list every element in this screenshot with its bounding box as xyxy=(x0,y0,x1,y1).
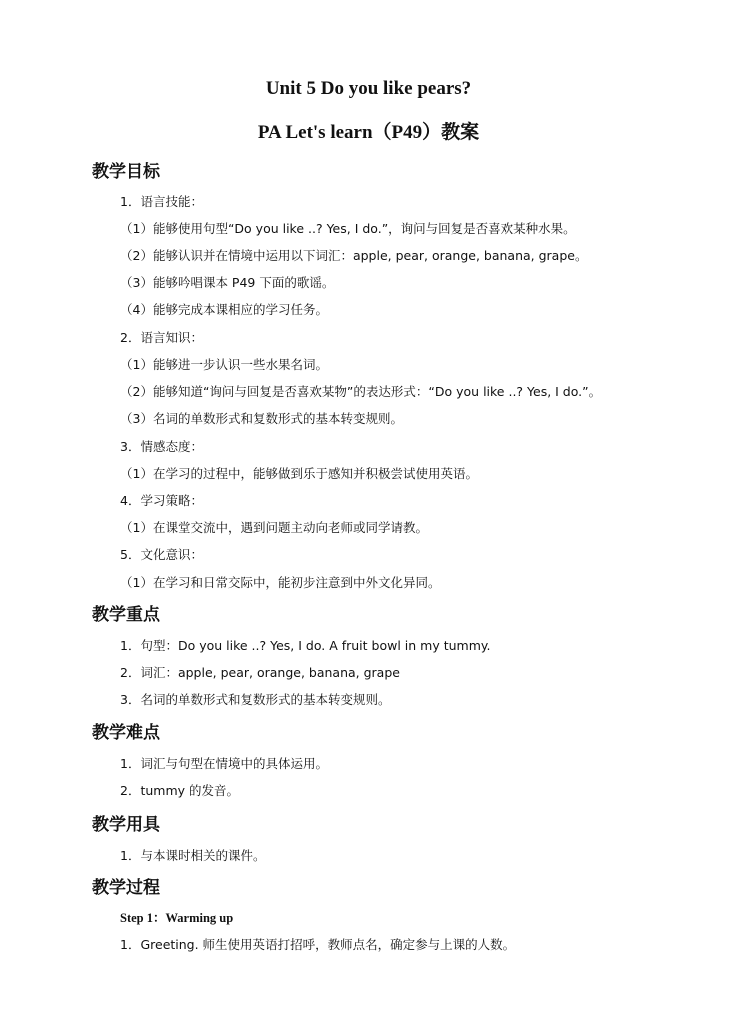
text-line: （1）能够使用句型“Do you like ..? Yes, I do.”，询问与回复是否喜欢某种水果。 xyxy=(120,221,576,236)
text-line: 3．名词的单数形式和复数形式的基本转变规则。 xyxy=(120,692,391,707)
text-line: （1）在课堂交流中，遇到问题主动向老师或同学请教。 xyxy=(120,520,428,535)
step-heading: Step 1：Warming up xyxy=(120,911,234,925)
section-heading-key-points: 教学重点 xyxy=(92,605,160,625)
text-line: 1．句型：Do you like ..? Yes, I do. A fruit bowl in my tummy. xyxy=(120,638,491,653)
text-line: （1）在学习的过程中，能够做到乐于感知并积极尝试使用英语。 xyxy=(120,466,478,481)
text-line: 5．文化意识： xyxy=(120,547,203,562)
text-line: 3．情感态度： xyxy=(120,439,203,454)
text-line: （3）能够吟唱课本 P49 下面的歌谣。 xyxy=(120,275,335,290)
text-line: 1．Greeting. 师生使用英语打招呼，教师点名，确定参与上课的人数。 xyxy=(120,937,516,952)
text-line: 1．词汇与句型在情境中的具体运用。 xyxy=(120,756,328,771)
text-line: （4）能够完成本课相应的学习任务。 xyxy=(120,302,328,317)
text-line: （3）名词的单数形式和复数形式的基本转变规则。 xyxy=(120,411,403,426)
section-heading-tools: 教学用具 xyxy=(92,815,160,835)
text-line: 1．语言技能： xyxy=(120,194,203,209)
text-line: 2．tummy 的发音。 xyxy=(120,783,240,798)
section-heading-objectives: 教学目标 xyxy=(92,162,160,182)
text-line: 1．与本课时相关的课件。 xyxy=(120,848,266,863)
document-title: Unit 5 Do you like pears? xyxy=(265,78,472,99)
text-line: 4．学习策略： xyxy=(120,493,203,508)
text-line: （1）在学习和日常交际中，能初步注意到中外文化异同。 xyxy=(120,575,441,590)
section-heading-difficulties: 教学难点 xyxy=(92,723,160,743)
text-line: （2）能够知道“询问与回复是否喜欢某物”的表达形式：“Do you like ..? Yes, I do.”。 xyxy=(120,384,602,399)
text-line: （2）能够认识并在情境中运用以下词汇：apple, pear, orange, banana, grape。 xyxy=(120,248,588,263)
document-subtitle: PA Let's learn（P49）教案 xyxy=(257,122,480,143)
text-line: （1）能够进一步认识一些水果名词。 xyxy=(120,357,328,372)
text-line: 2．语言知识： xyxy=(120,330,203,345)
text-line: 2．词汇：apple, pear, orange, banana, grape xyxy=(120,665,400,680)
section-heading-process: 教学过程 xyxy=(92,878,160,898)
